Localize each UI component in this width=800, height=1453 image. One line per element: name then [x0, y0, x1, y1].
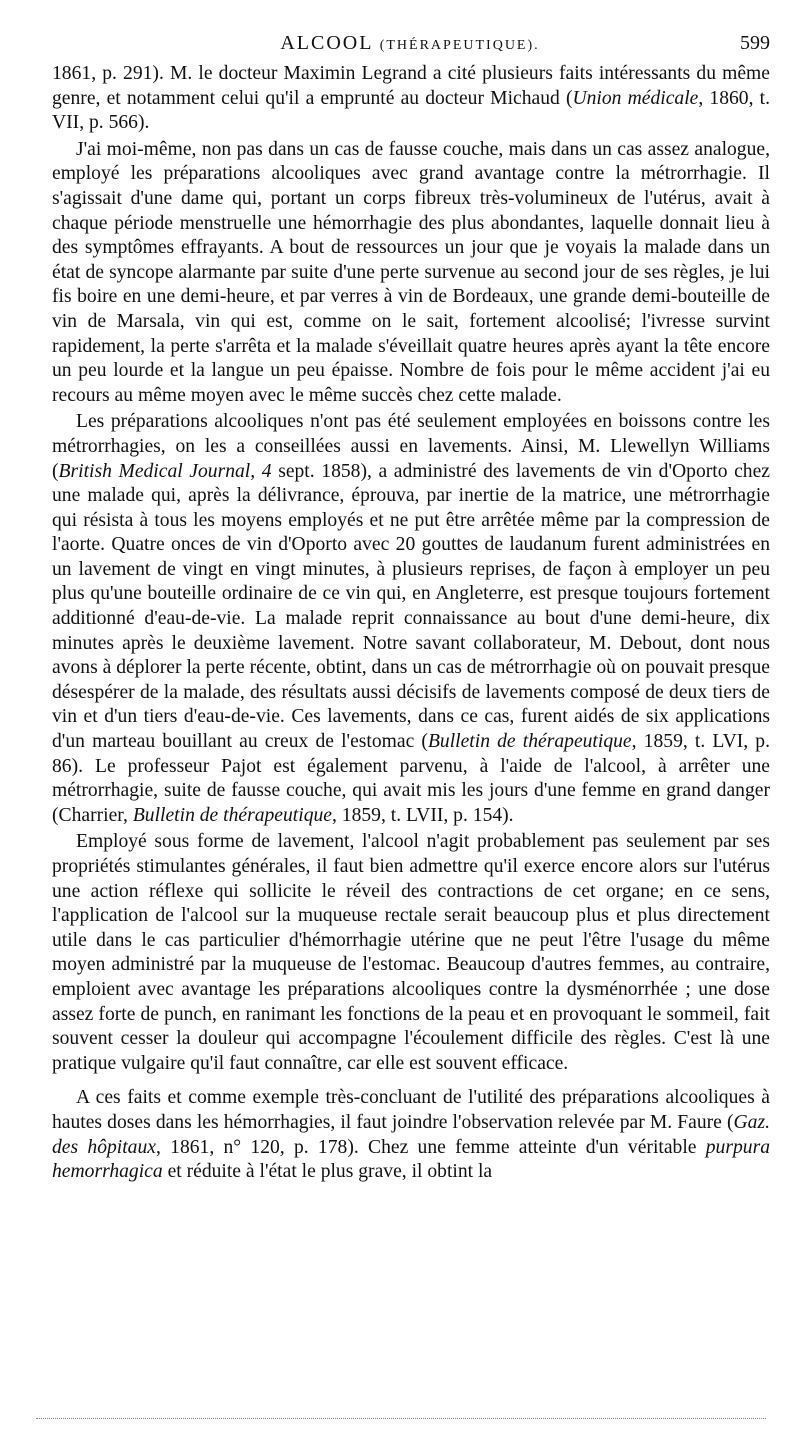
body-text — [52, 62, 770, 1185]
italic-citation: Gaz. des hôpitaux — [52, 1111, 770, 1158]
italic-citation: Bulletin de thérapeutique — [132, 804, 332, 826]
page-number: 599 — [740, 32, 770, 54]
text-run: , 1859, t. LVI, p. 86). Le professeur Pajot est également parvenu, à l'aide de l'alcool, à arrêter une métrorrhagie, suite de fausse couche, qui avait mis les jours d'une femme en grand danger (Charrier, — [52, 731, 771, 826]
text-run: J'ai moi-même, non pas dans un cas de fausse couche, mais dans un cas assez analogue, employé les préparations alcooliques avec grand avantage contre la métrorrhagie. Il s'agissait d'une dame qui, portant un corps fibreux très-volumineux de l'utérus, avait à chaque période menstruelle une hémorrhagie des plus abondantes, laquelle donnait lieu à des symptômes effrayants. A bout de ressources un jour que je voyais la malade dans un état de syncope alarmante par suite d'une perte survenue au second jour de ses règles, je lui fis boire en une demi-heure, et par verres à vin de Bordeaux, une grande demi-bouteille de vin de Marsala, vin qui est, comme on le sait, fortement alcoolisé; l'ivresse survint rapidement, la perte s'arrêta et la malade s'éveillait quatre heures après ayant la tête encore un peu lourde et la langue un peu épaisse. Nombre de fois pour le même accident j'ai eu recours au même moyen avec le même succès chez cette malade. — [52, 138, 770, 406]
italic-citation: Bulletin de thérapeutique — [427, 731, 632, 753]
italic-citation: British Medical Journal, 4 — [58, 460, 272, 482]
text-run: , 1860, t. VII, p. 566). — [52, 87, 771, 134]
italic-citation: Union médicale — [572, 87, 699, 109]
text-run: Employé sous forme de lavement, l'alcool n'agit probablement pas seulement par ses propriétés stimulantes générales, il faut bien admettre qu'il exerce encore alors sur l'utérus une action réflexe qui sollicite le réveil des contractions de cet organe; en ce sens, l'application de l'alcool sur la muqueuse rectale serait beaucoup plus et plus directement utile dans le cas particulier d'hémorrhagie utérine que ne peut l'être l'usage du même moyen administré par la muqueuse de l'estomac. Beaucoup d'autres femmes, au contraire, emploient avec avantage les préparations alcooliques contre la dysménorrhée ; une dose assez forte de punch, en ranimant les fonctions de la peau et en provoquant le sommeil, fait souvent cesser la douleur qui accompagne l'écoulement difficile des règles. C'est là une pratique vulgaire qu'il faut connaître, car elle est souvent efficace. — [52, 831, 770, 1074]
paragraph-continued — [52, 62, 770, 136]
paragraph — [52, 1086, 770, 1184]
running-title-sub: (THÉRAPEUTIQUE). — [379, 38, 540, 53]
text-run: , 1861, n° 120, p. 178). Chez une femme atteinte d'un véritable — [155, 1136, 706, 1158]
footer-rule — [36, 1418, 766, 1419]
text-run: sept. 1858), a administré des lavements de vin d'Oporto chez une malade qui, après la délivrance, éprouva, par inertie de la matrice, une métrorrhagie qui résista à tous les moyens employés et ne put être arrêtée même par la compression de l'aorte. Quatre onces de vin d'Oporto avec 20 gouttes de laudanum furent administrées en un lavement de vingt en vingt minutes, à plusieurs reprises, de façon à employer un peu plus qu'une bouteille ordinaire de ce vin qui, en Angleterre, est presque toujours fortement additionné d'eau-de-vie. La malade reprit connaissance au bout d'une demi-heure, dix minutes après le deuxième lavement. Notre savant collaborateur, M. Debout, dont nous avons à déplorer la perte récente, obtint, dans un cas de métrorrhagie où on pouvait presque désespérer de la malade, des résultats aussi décisifs de lavements composé de deux tiers de vin et d'un tiers d'eau-de-vie. Ces lavements, dans ce cas, furent aidés de six applications d'un marteau bouillant au creux de l'estomac ( — [52, 460, 771, 753]
text-run: , 1859, t. LVII, p. 154). — [331, 804, 514, 826]
text-run: 1861, p. 291). M. le docteur Maximin Legrand a cité plusieurs faits intéressants du même genre, et notamment celui qu'il a emprunté au docteur Michaud ( — [52, 63, 770, 109]
italic-citation: purpura hemorrhagica — [52, 1136, 770, 1183]
running-title — [50, 32, 770, 55]
text-run: et réduite à l'état le plus grave, il obtint la — [162, 1161, 493, 1183]
paragraph — [52, 138, 770, 409]
page-header — [50, 32, 770, 58]
text-run: A ces faits et comme exemple très-concluant de l'utilité des préparations alcooliques à hautes doses dans les hémorrhagies, il faut joindre l'observation relevée par M. Faure ( — [52, 1087, 770, 1133]
paragraph — [52, 410, 770, 828]
running-title-main: ALCOOL — [280, 32, 373, 54]
text-run: Les préparations alcooliques n'ont pas été seulement employées en boissons contre les métrorrhagies, on les a conseillées aussi en lavements. Ainsi, M. Llewellyn Williams ( — [52, 411, 770, 482]
paragraph — [52, 830, 770, 1076]
